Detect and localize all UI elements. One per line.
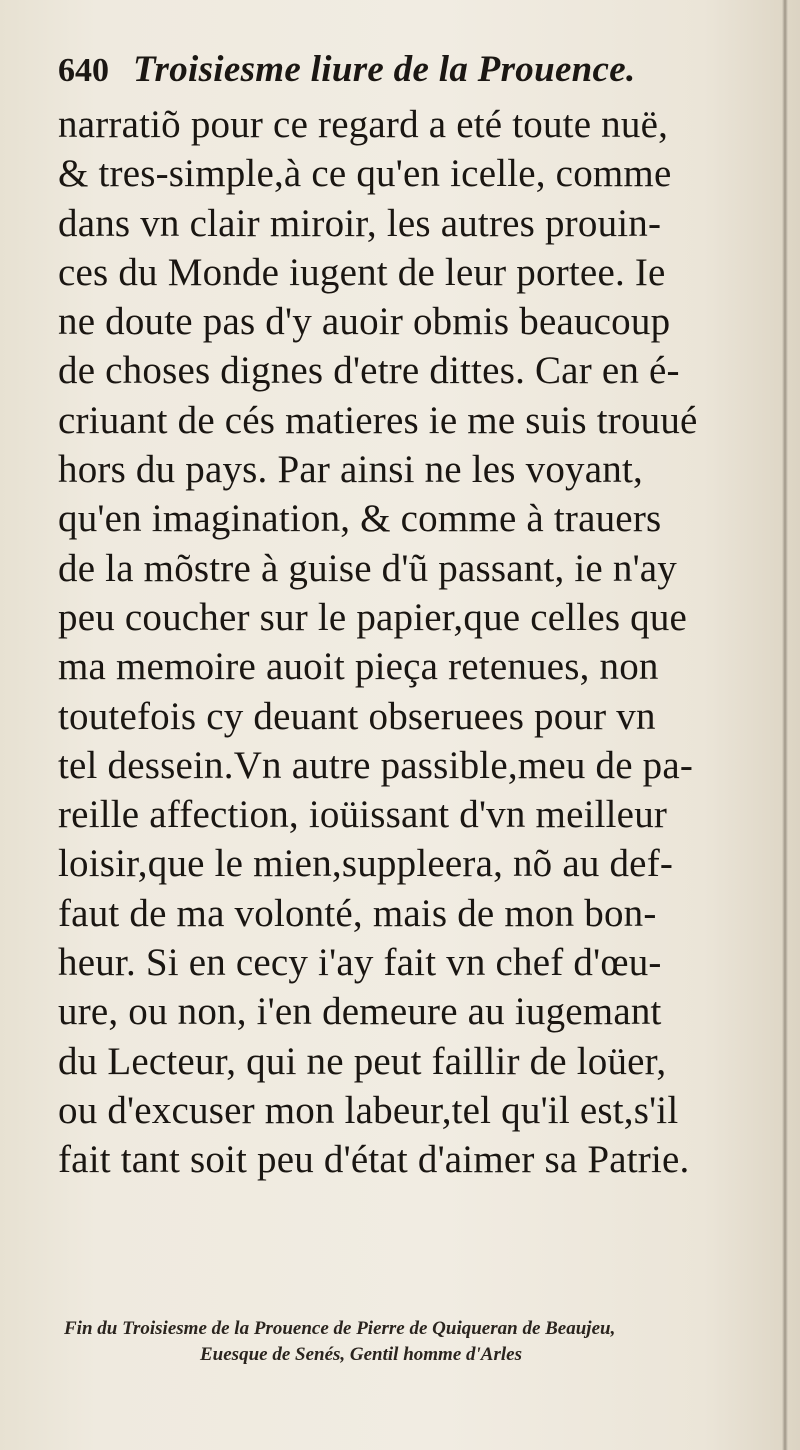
text-line: reille affection, ioüissant d'vn meilleur <box>58 793 668 837</box>
text-line: ne doute pas d'y auoir obmis beaucoup <box>58 300 671 344</box>
text-line: tel dessein.Vn autre passible,meu de pa- <box>58 743 694 787</box>
text-line: ces du Monde iugent de leur portee. Ie <box>58 250 666 294</box>
text-line: dans vn clair miroir, les autres prouin- <box>58 201 662 245</box>
text-line: toutefois cy deuant obseruees pour vn <box>58 694 656 738</box>
colophon <box>64 1316 754 1368</box>
text-line: ure, ou non, i'en demeure au iugemant <box>58 990 662 1034</box>
text-line: loisir,que le mien,suppleera, nõ au def- <box>58 842 674 886</box>
page-number: 640 <box>58 52 109 89</box>
text-line: criuant de cés matieres ie me suis trouué <box>58 398 698 442</box>
page-gutter-edge <box>782 0 788 1450</box>
page-header <box>58 48 738 98</box>
running-title: Troisiesme liure de la Prouence. <box>133 49 636 90</box>
text-line: hors du pays. Par ainsi ne les voyant, <box>58 448 643 492</box>
text-line: faut de ma volonté, mais de mon bon- <box>58 891 657 935</box>
text-line: fait tant soit peu d'état d'aimer sa Patrie. <box>58 1138 690 1182</box>
text-line: peu coucher sur le papier,que celles que <box>58 595 688 639</box>
colophon-line: Fin du Troisiesme de la Prouence de Pierre de Quiqueran de Beaujeu, <box>64 1318 616 1339</box>
text-line: ma memoire auoit pieça retenues, non <box>58 645 659 689</box>
colophon-line: Euesque de Senés, Gentil homme d'Arles <box>200 1344 522 1365</box>
body-text <box>58 100 758 1185</box>
text-line: heur. Si en cecy i'ay fait vn chef d'œu- <box>58 941 662 985</box>
text-line: narratiõ pour ce regard a eté toute nuë, <box>58 103 669 146</box>
text-line: ou d'excuser mon labeur,tel qu'il est,s'il <box>58 1088 679 1132</box>
text-line: du Lecteur, qui ne peut faillir de loüer, <box>58 1039 667 1083</box>
text-line: de la mõstre à guise d'ũ passant, ie n'ay <box>58 546 678 590</box>
text-line: & tres-simple,à ce qu'en icelle, comme <box>58 152 672 196</box>
text-line: qu'en imagination, & comme à trauers <box>58 497 662 541</box>
text-line: de choses dignes d'etre dittes. Car en é- <box>58 349 680 393</box>
